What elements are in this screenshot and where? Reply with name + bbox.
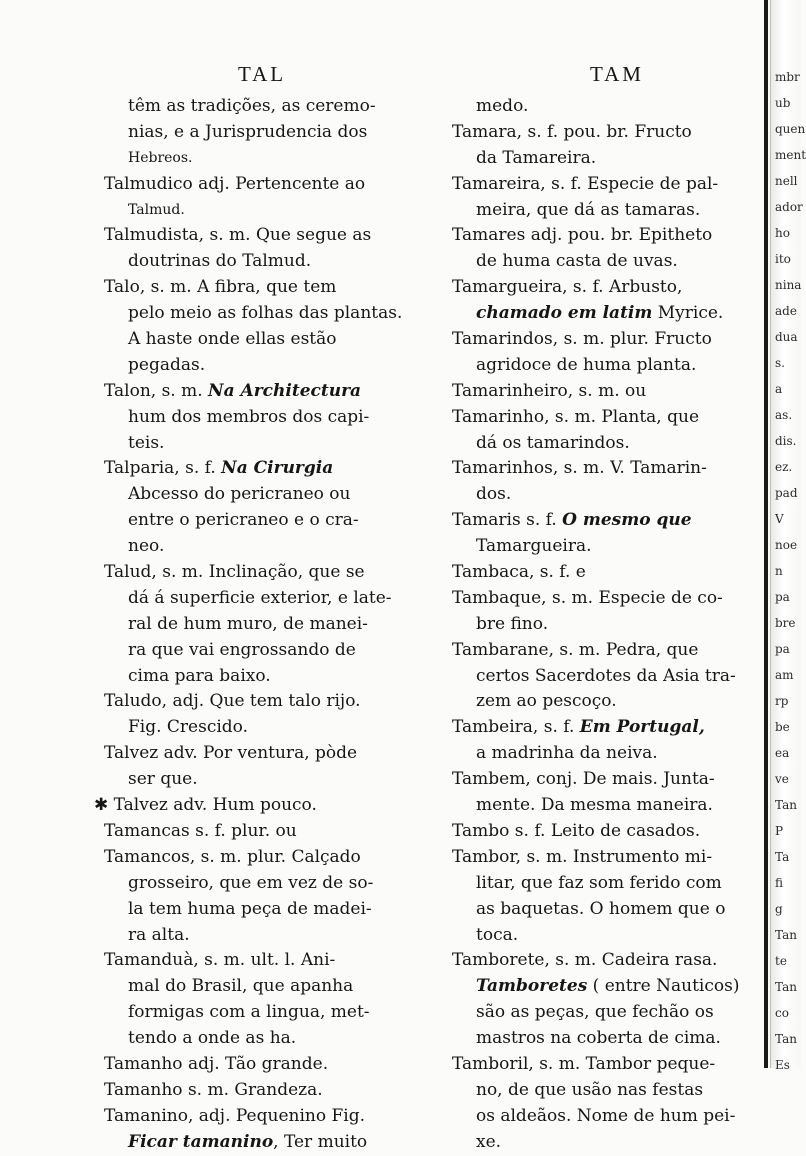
right-column-line xyxy=(452,120,766,146)
right-column-line xyxy=(452,689,766,715)
right-column-line xyxy=(452,94,766,120)
facing-page-fragment: Tan xyxy=(775,928,797,942)
entry-text: ser que. xyxy=(128,769,198,790)
facing-page-fragment: ador xyxy=(775,200,803,214)
entry-text: Tamarinhos, s. m. V. Tamarin- xyxy=(452,458,707,479)
right-column-line xyxy=(452,664,766,690)
entry-text: Tambeira, s. f. xyxy=(452,717,575,738)
entry-text: neo. xyxy=(128,536,165,557)
entry-text: dá os tamarindos. xyxy=(476,432,630,453)
entry-text: Talud, s. m. Inclinação, que se xyxy=(104,562,365,583)
left-column-line xyxy=(104,249,432,275)
left-column-line xyxy=(104,327,432,353)
left-column-line xyxy=(104,741,432,767)
facing-page-fragment: ve xyxy=(775,772,789,786)
left-column-line xyxy=(104,275,432,301)
left-column-line xyxy=(104,301,432,327)
right-column-line xyxy=(452,1104,766,1130)
left-column-line xyxy=(104,897,432,923)
left-column-line xyxy=(104,353,432,379)
entry-text: pegadas. xyxy=(128,354,206,375)
left-column-line xyxy=(104,120,432,146)
facing-page-fragment: dua xyxy=(775,330,798,344)
italic-gloss: Em Portugal, xyxy=(579,717,705,738)
facing-page-fragment: P xyxy=(775,824,784,838)
entry-text: Tamarinho, s. m. Planta, que xyxy=(452,406,699,427)
entry-text: xe. xyxy=(476,1131,502,1152)
entry-text: têm as tradições, as ceremo- xyxy=(128,96,376,116)
right-column-line xyxy=(452,612,766,638)
left-column-line xyxy=(104,172,432,198)
facing-page-fragment: ea xyxy=(775,746,790,760)
facing-page-fragment: ez. xyxy=(775,460,793,474)
facing-page-fragment: Tan xyxy=(775,980,797,994)
entry-text: Tamancas s. f. plur. ou xyxy=(104,820,297,841)
entry-text: os aldeãos. Nome de hum pei- xyxy=(476,1105,736,1126)
left-column-line xyxy=(104,1130,432,1156)
entry-text: Tamara, s. f. pou. br. Fructo xyxy=(452,121,692,142)
entry-text: Fig. Crescido. xyxy=(128,717,249,738)
entry-text-tail: Myrice. xyxy=(652,303,724,324)
right-column-line xyxy=(452,456,766,482)
right-column-line xyxy=(452,638,766,664)
right-column-line xyxy=(452,974,766,1000)
italic-gloss: O mesmo que xyxy=(562,510,692,531)
right-column-line xyxy=(452,353,766,379)
facing-page-fragment: be xyxy=(775,720,790,734)
facing-page-fragment: pa xyxy=(775,642,790,656)
entry-text: toca. xyxy=(476,924,519,945)
entry-text: Talmudico adj. Pertencente ao xyxy=(104,173,366,194)
entry-text: Tamargueira. xyxy=(476,536,592,557)
facing-page-fragment: quen xyxy=(775,122,806,136)
entry-text: a madrinha da neiva. xyxy=(476,743,658,764)
left-column-line xyxy=(104,948,432,974)
facing-page-fragment: a xyxy=(775,382,783,396)
entry-text-tail: , Ter muito xyxy=(273,1131,368,1152)
left-column-line xyxy=(104,198,432,224)
entry-text: Tambem, conj. De mais. Junta- xyxy=(452,769,715,790)
facing-page-fragment: bre xyxy=(775,616,796,630)
right-column-line xyxy=(452,172,766,198)
right-column-line xyxy=(452,1026,766,1052)
entry-text: de huma casta de uvas. xyxy=(476,251,678,272)
facing-page-fragments xyxy=(775,64,806,1078)
facing-page-fragment: as. xyxy=(775,408,793,422)
left-column-line xyxy=(104,689,432,715)
entry-text: Talvez adv. Por ventura, pòde xyxy=(104,743,358,764)
facing-page-fragment: fi xyxy=(775,876,784,890)
entry-text: nias, e a Jurisprudencia dos xyxy=(128,121,368,142)
italic-gloss: Ficar tamanino xyxy=(128,1131,274,1152)
left-column-line xyxy=(104,405,432,431)
right-column-line xyxy=(452,327,766,353)
right-running-head: TAM xyxy=(590,62,644,86)
right-column-line xyxy=(452,586,766,612)
entry-text: la tem huma peça de madei- xyxy=(128,898,372,919)
right-column-line xyxy=(452,819,766,845)
entry-text: Tambo s. f. Leito de casados. xyxy=(452,820,701,841)
italic-gloss: Na Architectura xyxy=(208,380,362,401)
entry-text: Hebreos. xyxy=(128,149,193,166)
entry-text: ✱ Talvez adv. Hum pouco. xyxy=(94,795,317,816)
right-column-line xyxy=(452,146,766,172)
entry-text: pelo meio as folhas das plantas. xyxy=(128,303,403,324)
entry-text: Tambaque, s. m. Especie de co- xyxy=(452,587,723,608)
facing-page-fragment: ito xyxy=(775,252,791,266)
left-column-line xyxy=(104,974,432,1000)
entry-text: formigas com a lingua, met- xyxy=(128,1002,370,1023)
entry-text: entre o pericraneo e o cra- xyxy=(128,510,359,531)
entry-text: Abcesso do pericraneo ou xyxy=(128,484,351,505)
right-column-line xyxy=(452,1052,766,1078)
right-column-line xyxy=(452,1000,766,1026)
entry-text: mente. Da mesma maneira. xyxy=(476,795,713,816)
entry-text: mastros na coberta de cima. xyxy=(476,1028,721,1049)
facing-page-fragment: nina xyxy=(775,278,802,292)
entry-text: bre fino. xyxy=(476,613,549,634)
left-column-line xyxy=(104,1104,432,1130)
entry-text: Tamarindos, s. m. plur. Fructo xyxy=(452,329,712,350)
right-column-line xyxy=(452,198,766,224)
left-column-line xyxy=(104,845,432,871)
right-column-line xyxy=(452,534,766,560)
entry-text: doutrinas do Talmud. xyxy=(128,251,312,272)
left-column-line xyxy=(104,819,432,845)
facing-page-fragment: Ta xyxy=(775,850,790,864)
entry-text: mal do Brasil, que apanha xyxy=(128,976,354,997)
entry-text: tendo a onde as ha. xyxy=(128,1028,297,1049)
entry-text: A haste onde ellas estão xyxy=(128,329,337,350)
right-column-line xyxy=(452,249,766,275)
facing-page-fragment: Es xyxy=(775,1058,790,1072)
entry-text: no, de que usão nas festas xyxy=(476,1079,704,1100)
left-column-line xyxy=(104,431,432,457)
left-column-line xyxy=(104,1026,432,1052)
right-column-line xyxy=(452,793,766,819)
left-column-line xyxy=(104,715,432,741)
facing-page-fragment: pad xyxy=(775,486,798,500)
left-column-line xyxy=(104,534,432,560)
left-column-line xyxy=(104,923,432,949)
left-running-head: TAL xyxy=(238,62,287,86)
left-column-line xyxy=(94,793,432,819)
italic-gloss: Na Cirurgia xyxy=(221,458,334,479)
facing-page-fragment: ment xyxy=(775,148,806,162)
entry-text: Tamarinheiro, s. m. ou xyxy=(452,380,647,401)
right-column-line xyxy=(452,508,766,534)
left-column-line xyxy=(104,664,432,690)
entry-text: Talo, s. m. A fibra, que tem xyxy=(104,277,337,298)
entry-text: Tamanho s. m. Grandeza. xyxy=(104,1079,323,1100)
left-column xyxy=(94,94,432,1156)
facing-page-fragment: s. xyxy=(775,356,785,370)
entry-text: Talon, s. m. xyxy=(104,380,203,401)
right-column-line xyxy=(452,767,766,793)
right-column-line xyxy=(452,405,766,431)
entry-text-tail: ( entre Nauticos) xyxy=(587,976,740,997)
entry-text: cima para baixo. xyxy=(128,665,271,686)
facing-page-fragment: ub xyxy=(775,96,791,110)
left-column-line xyxy=(104,94,432,120)
entry-text: grosseiro, que em vez de so- xyxy=(128,872,374,893)
entry-text: Tambaca, s. f. e xyxy=(452,562,586,583)
right-column-line xyxy=(452,275,766,301)
facing-page-fragment: te xyxy=(775,954,787,968)
entry-text: Tamborete, s. m. Cadeira rasa. xyxy=(452,950,718,971)
entry-text: Tamanino, adj. Pequenino Fig. xyxy=(104,1105,366,1126)
right-column-line xyxy=(452,560,766,586)
facing-page-fragment: Tan xyxy=(775,798,797,812)
entry-text: litar, que faz som ferido com xyxy=(476,872,722,893)
entry-text: da Tamareira. xyxy=(476,147,597,168)
right-column-line xyxy=(452,223,766,249)
entry-text: Tamares adj. pou. br. Epitheto xyxy=(452,225,713,246)
entry-text: Tambor, s. m. Instrumento mi- xyxy=(452,846,713,867)
facing-page-fragment: Tan xyxy=(775,1032,797,1046)
left-column-line xyxy=(104,223,432,249)
left-column-line xyxy=(104,1078,432,1104)
entry-text: Tamareira, s. f. Especie de pal- xyxy=(452,173,719,194)
right-column-line xyxy=(452,301,766,327)
left-column-line xyxy=(104,508,432,534)
facing-page-fragment: am xyxy=(775,668,794,682)
binding-gutter xyxy=(764,0,768,1068)
facing-page-fragment: pa xyxy=(775,590,790,604)
facing-page-fragment: dis. xyxy=(775,434,797,448)
facing-page-fragment: noe xyxy=(775,538,798,552)
right-column-line xyxy=(452,845,766,871)
entry-text: agridoce de huma planta. xyxy=(476,354,697,375)
right-column-line xyxy=(452,923,766,949)
entry-text: dá á superficie exterior, e late- xyxy=(128,587,392,608)
facing-page-fragment: n xyxy=(775,564,783,578)
left-column-line xyxy=(104,586,432,612)
entry-text: Tamanduà, s. m. ult. l. Ani- xyxy=(104,950,336,971)
entry-text: Talmudista, s. m. Que segue as xyxy=(104,225,372,246)
entry-text: ra alta. xyxy=(128,924,190,945)
entry-text: zem ao pescoço. xyxy=(476,691,617,712)
right-column-line xyxy=(452,431,766,457)
entry-text: Talparia, s. f. xyxy=(104,458,216,479)
left-column-line xyxy=(104,560,432,586)
facing-page-fragment: ho xyxy=(775,226,790,240)
right-column-line xyxy=(452,379,766,405)
entry-text: certos Sacerdotes da Asia tra- xyxy=(476,665,736,686)
left-column-line xyxy=(104,612,432,638)
facing-page-fragment: V xyxy=(775,512,784,526)
left-column-line xyxy=(104,456,432,482)
italic-gloss: chamado em latim xyxy=(476,303,653,324)
entry-text: Tambarane, s. m. Pedra, que xyxy=(452,639,699,660)
entry-text: hum dos membros dos capi- xyxy=(128,406,370,427)
entry-text: Taludo, adj. Que tem talo rijo. xyxy=(104,691,361,712)
left-column-line xyxy=(104,871,432,897)
entry-text: Tamanho adj. Tão grande. xyxy=(104,1053,329,1074)
italic-gloss: Tamboretes xyxy=(476,976,588,997)
right-column-line xyxy=(452,897,766,923)
left-column-line xyxy=(104,638,432,664)
facing-page-fragment: mbr xyxy=(775,70,800,84)
entry-text: Talmud. xyxy=(128,201,185,218)
entry-text: as baquetas. O homem que o xyxy=(476,898,726,919)
entry-text: meira, que dá as tamaras. xyxy=(476,199,701,220)
right-column-line xyxy=(452,741,766,767)
entry-text: Tamboril, s. m. Tambor peque- xyxy=(452,1053,716,1074)
entry-text: Tamaris s. f. xyxy=(452,510,557,531)
entry-text: dos. xyxy=(476,484,512,505)
left-column-line xyxy=(104,1000,432,1026)
right-column xyxy=(452,94,766,1156)
right-column-line xyxy=(452,1078,766,1104)
entry-text: Tamancos, s. m. plur. Calçado xyxy=(104,846,361,867)
entry-text: são as peças, que fechão os xyxy=(476,1002,714,1023)
right-column-line xyxy=(452,871,766,897)
left-column-line xyxy=(104,379,432,405)
facing-page-fragment: co xyxy=(775,1006,789,1020)
facing-page-fragment: ade xyxy=(775,304,797,318)
right-column-line xyxy=(452,715,766,741)
facing-page-fragment: rp xyxy=(775,694,789,708)
left-column-line xyxy=(104,1052,432,1078)
right-column-line xyxy=(452,482,766,508)
left-column-line xyxy=(104,767,432,793)
facing-page-fragment: g xyxy=(775,902,783,916)
left-column-line xyxy=(104,146,432,172)
entry-text: medo. xyxy=(476,96,529,116)
entry-text: teis. xyxy=(128,432,165,453)
left-column-line xyxy=(104,482,432,508)
entry-text: ra que vai engrossando de xyxy=(128,639,356,660)
entry-text: Tamargueira, s. f. Arbusto, xyxy=(452,277,683,298)
right-column-line xyxy=(452,1130,766,1156)
facing-page-fragment: nell xyxy=(775,174,798,188)
right-column-line xyxy=(452,948,766,974)
entry-text: ral de hum muro, de manei- xyxy=(128,613,368,634)
